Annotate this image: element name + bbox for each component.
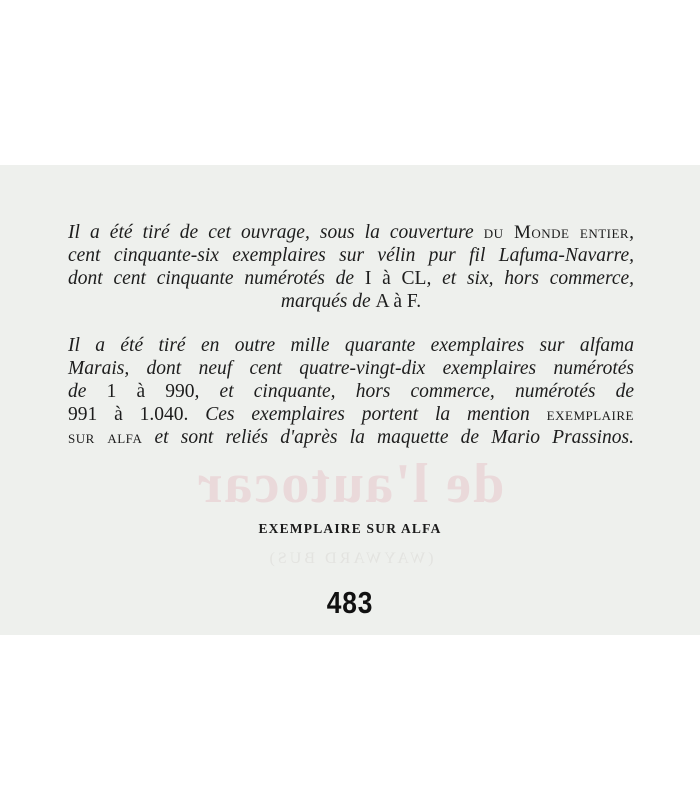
show-through-title: de l'autocar [195, 453, 505, 515]
text-segment: A à F. [375, 291, 422, 312]
colophon-paragraph-1 [68, 221, 634, 313]
copy-number: 483 [326, 585, 374, 620]
text-segment: cent cinquante-six exemplaires sur vélin pur fil Lafuma-Navarre, [68, 245, 634, 266]
text-line [68, 290, 634, 313]
text-line [68, 334, 634, 357]
text-line [68, 267, 634, 290]
text-segment: marqués de [280, 291, 376, 312]
text-segment: Ces exemplaires portent la mention [205, 404, 547, 425]
text-segment: Marais, dont neuf cent quatre-vingt-dix exemplaires numérotés [68, 358, 634, 379]
text-segment: Il a été tiré de cet ouvrage, sous la couverture [68, 222, 484, 243]
text-segment: Il a été tiré en outre mille quarante exemplaires sur alfama [68, 335, 634, 356]
book-page [0, 165, 700, 635]
text-segment: , et six, hors commerce, [426, 268, 635, 289]
text-line [68, 221, 634, 244]
colophon-paragraph-2 [68, 334, 634, 449]
text-segment: 1 à 990 [106, 381, 195, 402]
text-line [68, 244, 634, 267]
text-segment: exemplaire [546, 404, 635, 425]
text-segment: de [68, 381, 107, 402]
show-through-subtitle: (WAYWARD BUS) [266, 550, 434, 567]
text-segment: , et cinquante, hors commerce, numérotés de [194, 381, 635, 402]
text-segment: sur alfa [68, 427, 143, 448]
text-segment: 991 à 1.040. [68, 404, 206, 425]
text-line [68, 426, 634, 449]
text-line [68, 380, 634, 403]
text-line [68, 403, 634, 426]
text-segment: dont cent cinquante numérotés de [68, 268, 365, 289]
text-segment: I à CL [364, 268, 427, 289]
text-segment: du Monde entier [483, 222, 630, 243]
edition-mention: EXEMPLAIRE SUR ALFA [258, 521, 442, 536]
text-line [68, 357, 634, 380]
text-segment: et sont reliés d'après la maquette de Mario Prassinos. [142, 427, 634, 448]
text-segment: , [629, 222, 634, 243]
